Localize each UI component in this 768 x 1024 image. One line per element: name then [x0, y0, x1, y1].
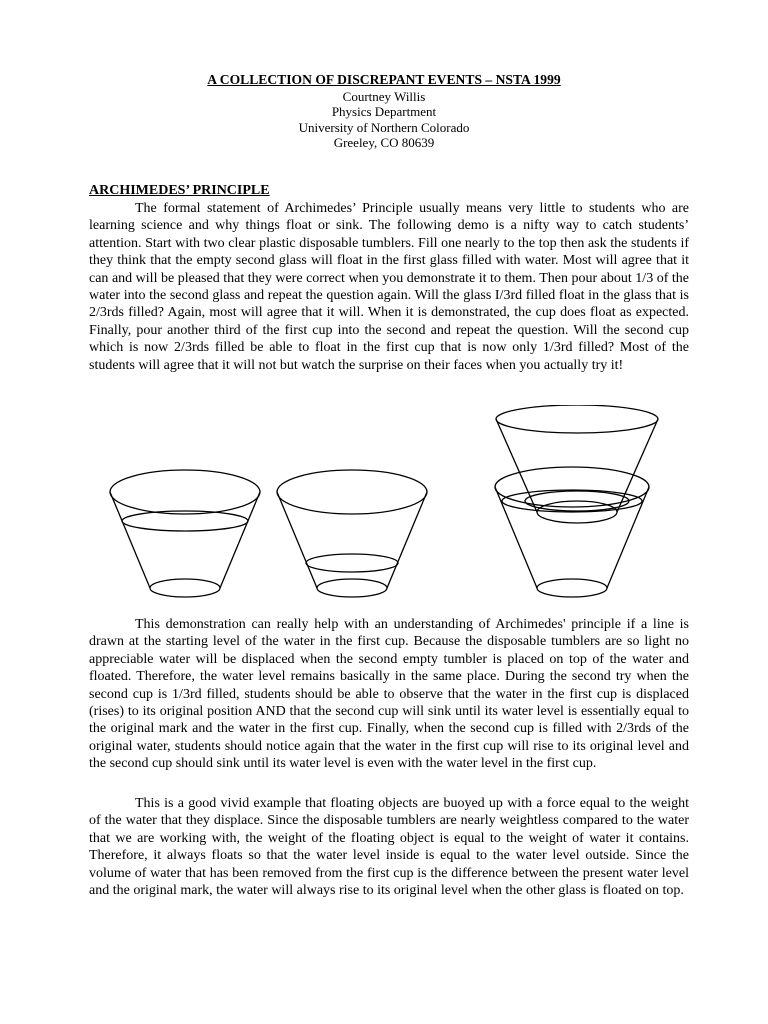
paragraph-explanation: This demonstration can really help with an understanding of Archimedes' principle if a line is drawn at the starting level of the water in the first cup. Because the disposable tumblers are so light no appreciable water will be displaced when the second empty tumbler is placed on top of the water and floated. Therefore, the water level remains basically in the same place. During the second try when the second cup is 1/3rd filled, students should be able to observe that the water in the first cup is displaced (rises) to its original position AND that the second cup will sink until its water level is essentially equal to the original mark and the water in the first cup. Finally, when the second cup is filled with 2/3rds of the original water, students should notice again that the water in the first cup will rise to its original level and the second cup should sink until its water level is even with the water level in the first cup. — [89, 617, 689, 772]
paragraph-conclusion: This is a good vivid example that floating objects are buoyed up with a force equal to the weight of the water that they displace. Since the disposable tumblers are nearly weightless compared to the water that we are working with, the weight of the floating object is equal to the weight of water it contains. Therefore, it always floats so that the water level inside is equal to the water level outside. Since the volume of water that has been removed from the first cup is the difference between the present water level and the original mark, the water will always rise to its original level when the other glass is floated on top. — [89, 796, 689, 899]
cup-third-water — [277, 470, 427, 597]
document-header — [0, 72, 768, 151]
cup-rim — [277, 470, 427, 514]
cup-base — [537, 579, 607, 597]
cup-base — [317, 579, 387, 597]
cup-base — [150, 579, 220, 597]
cup-side-left — [496, 419, 537, 512]
section-heading: ARCHIMEDES’ PRINCIPLE — [89, 183, 270, 198]
cup-outer — [495, 467, 649, 597]
cup-rim — [110, 470, 260, 514]
tumblers-illustration — [100, 405, 670, 605]
location-address: Greeley, CO 80639 — [333, 135, 435, 150]
tumblers-figure — [100, 405, 670, 605]
university-name: University of Northern Colorado — [298, 119, 470, 135]
cup-rim — [496, 405, 658, 433]
paragraph-intro: The formal statement of Archimedes’ Principle usually means very little to students who are learning science and why things float or sink. The following demo is a nifty way to catch students’ attention. Start with two clear plastic disposable tumblers. Fill one nearly to the top then ask the students if they think that the empty second glass will float in the first glass filled with water. Most will agree that it can and will be pleased that they were correct when you demonstrate it to them. Then pour about 1/3 of the water into the second glass and repeat the question again. Will the glass I/3rd filled float in the glass that is 2/3rds filled? Again, most will agree that it will. When it is demonstrated, the cup does float as expected. Finally, pour another third of the first cup into the second and repeat the question. Will the second cup which is now 2/3rds filled be able to float in the first cup that is now only 1/3rd filled? Most of the students will agree that it will not but watch the surprise on their faces when you actually try it! — [89, 201, 689, 373]
cup-side-left — [495, 487, 537, 588]
document-title: A COLLECTION OF DISCREPANT EVENTS – NSTA 1999 — [207, 72, 561, 87]
water-level — [306, 554, 398, 572]
department-name: Physics Department — [331, 104, 437, 119]
author-name: Courtney Willis — [342, 88, 426, 104]
cup-floating-inner — [496, 405, 658, 523]
cup-full-water — [110, 470, 260, 597]
